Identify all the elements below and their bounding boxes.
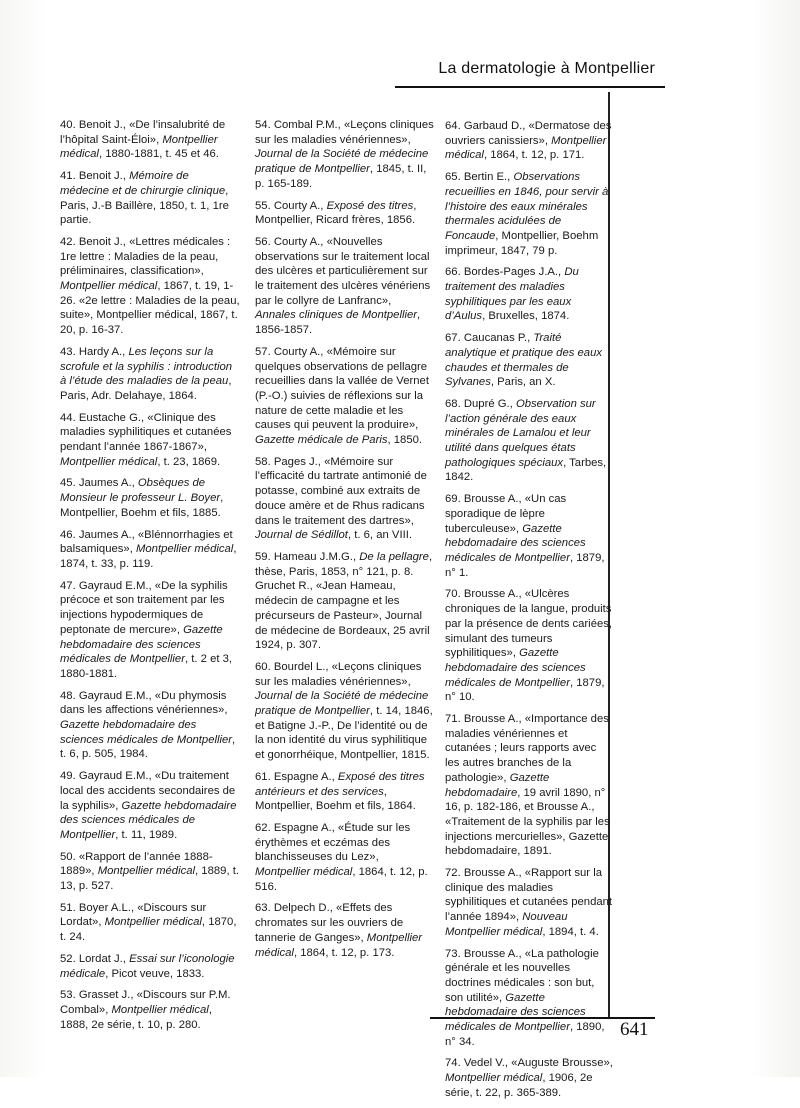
note-entry	[255, 345, 435, 448]
note-text: 69. Brousse A., «Un cas sporadique de lèpre tuberculeuse»,	[445, 493, 567, 535]
note-title-italic: Journal de Sédillot	[255, 529, 348, 542]
note-text: , 1845, t. II, p. 165-189.	[255, 163, 427, 190]
note-entry	[60, 952, 240, 981]
note-text: , 1864, t. 12, p. 516.	[255, 866, 428, 893]
note-title-italic: Mémoire de médecine et de chirurgie clinique	[60, 170, 226, 197]
note-text: 74. Vedel V., «Auguste Brousse»,	[445, 1057, 613, 1070]
note-text: 66. Bordes-Pages J.A.,	[445, 266, 565, 279]
note-entry	[60, 901, 240, 945]
note-text: , Montpellier, Boehm imprimeur, 1847, 79 p.	[445, 229, 599, 257]
note-text: 43. Hardy A.,	[60, 345, 129, 358]
note-text: 53. Grasset J., «Discours sur P.M. Combal»,	[60, 989, 231, 1016]
note-text: 71. Brousse A., «Importance des maladies vénériennes et cutanées ; leurs rapports avec les autres branches de la pathologie»,	[445, 713, 609, 784]
note-title-italic: Gazette hebdomadaire des sciences médicales de Montpellier	[445, 991, 586, 1034]
note-entry	[445, 265, 613, 324]
note-text: 50. «Rapport de l’année 1888-1889»,	[60, 850, 213, 878]
note-entry	[60, 411, 240, 470]
note-text: , 1874, t. 33, p. 119.	[60, 543, 237, 570]
note-text: 64. Garbaud D., «Dermatose des ouvriers canissiers»,	[445, 120, 612, 147]
note-text: 57. Courty A., «Mémoire sur quelques observations de pellagre recueillies dans la vallée de Vernet (P.-O.) suivies de réflexions sur la nature de cette maladie et les causes qui peuvent la produire»,	[255, 345, 429, 432]
note-text: , 1850.	[387, 434, 423, 447]
note-entry	[60, 345, 240, 404]
note-entry	[60, 769, 240, 843]
note-text: 73. Brousse A., «La pathologie générale et les nouvelles doctrines médicales : son but, son utilité»,	[445, 947, 599, 1004]
header-rule	[395, 86, 665, 88]
note-text: 54. Combal P.M., «Leçons cliniques sur les maladies vénériennes»,	[255, 119, 434, 146]
note-text: , thèse, Paris, 1853, n° 121, p. 8. Gruchet R., «Jean Hameau, médecin de campagne et les précurseurs de Pasteur», Journal de médecine de Bordeaux, 25 avril 1924, p. 307.	[255, 550, 433, 652]
note-title-italic: Gazette hebdomadaire des sciences médicales de Montpellier	[60, 623, 223, 666]
note-title-italic: Montpellier médical	[135, 543, 234, 556]
note-text: , t. 23, 1869.	[157, 455, 221, 468]
note-title-italic: Essai sur l’iconologie médicale	[60, 952, 235, 980]
note-title-italic: Gazette médicale de Paris	[255, 434, 388, 447]
note-text: , t. 2 et 3, 1880-1881.	[60, 653, 233, 680]
note-text: , Montpellier, Boehm et fils, 1864.	[255, 785, 416, 813]
note-title-italic: Montpellier médical	[104, 916, 202, 929]
note-entry	[445, 331, 613, 390]
note-title-italic: Montpellier médical	[97, 865, 196, 878]
note-title-italic: De la pellagre	[359, 550, 429, 563]
note-entry	[255, 235, 435, 338]
note-title-italic: Montpellier médical	[60, 280, 158, 293]
note-text: 62. Espagne A., «Étude sur les érythèmes et eczémas des blanchisseuses du Lez»,	[255, 821, 411, 864]
note-text: , Tarbes, 1842.	[445, 456, 607, 484]
note-title-italic: Obsèques de Monsieur le professeur L. Boyer	[60, 477, 221, 505]
note-text: , Picot veuve, 1833.	[105, 967, 205, 980]
note-text: , Paris, an X.	[490, 376, 556, 389]
note-entry	[60, 850, 240, 894]
note-text: , 1856-1857.	[255, 309, 421, 337]
note-entry	[445, 866, 613, 940]
note-title-italic: Du traitement des maladies syphilitiques par les eaux d’Aulus	[445, 266, 579, 323]
note-entry	[255, 660, 435, 763]
note-title-italic: Montpellier médical	[111, 1003, 209, 1016]
note-text: 72. Brousse A., «Rapport sur la clinique des maladies syphilitiques et cutanées pendant l’année 1894»,	[445, 867, 613, 924]
note-title-italic: Montpellier médical	[60, 455, 158, 468]
note-entry	[255, 550, 435, 653]
note-text: , t. 6, an VIII.	[347, 529, 413, 542]
note-title-italic: Les leçons sur la scrofule et la syphilis : introduction à l’étude des maladies de la peau	[60, 345, 233, 388]
note-text: , Paris, J.-B Baillère, 1850, t. 1, 1re partie.	[60, 184, 229, 227]
note-text: 70. Brousse A., «Ulcères chroniques de la langue, produits par la présence de dents cariées, simulant des tumeurs syphilitiques»,	[445, 588, 613, 660]
note-entry	[445, 170, 613, 258]
note-text: 44. Eustache G., «Clinique des maladies syphilitiques et cutanées pendant l’année 1867-1867»,	[60, 411, 232, 454]
note-text: , 1888, 2e série, t. 10, p. 280.	[60, 1003, 212, 1031]
note-text: 47. Gayraud E.M., «De la syphilis précoce et son traitement par les injections hypodermiques de peptonate de mercure»,	[60, 579, 228, 636]
note-text: 60. Bourdel L., «Leçons cliniques sur les maladies vénériennes»,	[255, 660, 422, 688]
note-title-italic: Traité analytique et pratique des eaux chaudes et thermales de Sylvanes	[445, 332, 603, 389]
note-text: 48. Gayraud E.M., «Du phymosis dans les affections vénériennes»,	[60, 689, 228, 717]
note-title-italic: Observations recueillies en 1846, pour servir à l’histoire des eaux minérales thermales acidulées de Foncaude	[445, 171, 609, 242]
note-entry	[445, 947, 613, 1050]
note-entry	[255, 821, 435, 895]
note-text: 61. Espagne A.,	[255, 770, 338, 783]
note-text: 41. Benoit J.,	[60, 170, 130, 183]
note-title-italic: Journal de la Société de médecine pratique de Montpellier	[255, 148, 429, 176]
note-entry	[255, 118, 435, 192]
note-entry	[60, 579, 240, 682]
note-title-italic: Gazette hebdomadaire des sciences médicales de Montpellier	[445, 647, 586, 689]
note-entry	[60, 689, 240, 763]
note-entry	[60, 988, 240, 1032]
note-entry	[445, 712, 613, 859]
note-title-italic: Gazette hebdomadaire des sciences médicales de Montpellier	[60, 719, 233, 746]
note-text: , 1880-1881, t. 45 et 46.	[98, 148, 219, 161]
note-text: , Paris, Adr. Delahaye, 1864.	[60, 375, 232, 402]
note-entry	[255, 455, 435, 543]
note-text: 68. Dupré G.,	[445, 397, 516, 410]
notes-column-1	[60, 118, 240, 1039]
note-text: , 1894, t. 4.	[542, 925, 599, 938]
note-title-italic: Exposé des titres antérieurs et des services	[255, 770, 425, 798]
note-title-italic: Annales cliniques de Montpellier	[255, 309, 418, 322]
note-text: 49. Gayraud E.M., «Du traitement local des accidents secondaires de la syphilis»,	[60, 770, 236, 812]
note-text: 46. Jaumes A., «Blénnorrhagies et balsamiques»,	[60, 528, 233, 556]
note-text: , 1867, t. 19, 1-26. «2e lettre : Maladies de la peau, suite», Montpellier médical, 1867, t. 20, p. 16-37.	[60, 280, 240, 337]
note-text: 42. Benoit J., «Lettres médicales : 1re lettre : Maladies de la peau, préliminaires, classification»,	[60, 235, 231, 278]
note-text: , 1889, t. 13, p. 527.	[60, 865, 239, 893]
note-title-italic: Nouveau Montpellier médical	[445, 911, 568, 938]
note-entry	[60, 528, 240, 572]
note-entry	[445, 587, 613, 705]
note-text: , Montpellier, Boehm et fils, 1885.	[60, 492, 224, 519]
note-text: , 19 avril 1890, n° 16, p. 182-186, et Brousse A., «Traitement de la syphilis par les injections mercurielles», Gazette hebdomadaire, 1891.	[445, 786, 610, 858]
note-text: 45. Jaumes A.,	[60, 477, 138, 490]
note-title-italic: Montpellier médical	[445, 1072, 543, 1085]
note-title-italic: Montpellier médical	[255, 866, 353, 879]
note-text: 67. Caucanas P.,	[445, 332, 534, 345]
note-text: 55. Courty A.,	[255, 199, 327, 212]
note-entry	[60, 476, 240, 520]
note-title-italic: Exposé des titres	[326, 199, 414, 212]
note-entry	[60, 235, 240, 338]
note-title-italic: Gazette hebdomadaire	[445, 771, 550, 799]
note-text: 51. Boyer A.L., «Discours sur Lordat»,	[60, 901, 207, 929]
page-number: 641	[620, 1019, 649, 1040]
note-title-italic: Montpellier médical	[255, 931, 423, 959]
note-text: , 1890, n° 34.	[445, 1021, 605, 1048]
note-text: 52. Lordat J.,	[60, 952, 130, 965]
note-entry	[255, 770, 435, 814]
note-text: , Bruxelles, 1874.	[482, 310, 570, 323]
note-text: , 1870, t. 24.	[60, 916, 237, 944]
note-text: , 1906, 2e série, t. 22, p. 365-389.	[445, 1072, 593, 1099]
note-entry	[255, 199, 435, 228]
note-text: , Montpellier, Ricard frères, 1856.	[255, 199, 417, 227]
notes-column-2	[255, 118, 435, 967]
note-text: 63. Delpech D., «Effets des chromates sur les ouvriers de tannerie de Ganges»,	[255, 902, 404, 944]
note-title-italic: Gazette hebdomadaire des sciences médicales de Montpellier	[60, 799, 237, 841]
note-title-italic: Journal de la Société de médecine pratique de Montpellier	[255, 690, 429, 718]
note-entry	[60, 118, 240, 162]
note-text: 40. Benoit J., «De l’insalubrité de l’hôpital Saint-Éloi»,	[60, 119, 226, 146]
note-entry	[445, 1056, 613, 1100]
note-text: 59. Hameau J.M.G.,	[255, 550, 360, 563]
note-text: , t. 14, 1846, et Batigne J.-P., De l’identité ou de la non identité du virus syphilitique et gonorrhéique, Montpellier, 1815.	[255, 705, 433, 762]
note-text: , 1879, n° 1.	[445, 551, 605, 579]
note-entry	[60, 169, 240, 228]
notes-column-3	[445, 119, 613, 1108]
note-title-italic: Montpellier médical	[445, 134, 607, 162]
note-text: 65. Bertin E.,	[445, 171, 514, 184]
note-title-italic: Gazette hebdomadaire des sciences médicales de Montpellier	[445, 522, 586, 564]
note-text: , t. 6, p. 505, 1984.	[60, 733, 236, 761]
note-entry	[445, 492, 613, 580]
note-title-italic: Observation sur l’action générale des eaux minérales de Lamalou et leur utilité dans quelques états pathologiques spéciaux	[445, 397, 596, 469]
note-entry	[445, 397, 613, 485]
note-title-italic: Montpellier médical	[60, 133, 218, 161]
note-entry	[445, 119, 613, 163]
note-entry	[255, 901, 435, 960]
note-text: , t. 11, 1989.	[115, 828, 178, 841]
note-text: , 1864, t. 12, p. 171.	[483, 149, 585, 162]
note-text: 58. Pages J., «Mémoire sur l’efficacité du tartrate antimonié de potasse, combiné aux extraits de douce amère et de Rhus radicans dans le traitement des dartres»,	[255, 455, 427, 527]
note-text: , 1864, t. 12, p. 173.	[293, 946, 395, 959]
note-text: 56. Courty A., «Nouvelles observations sur le traitement local des ulcères et particulièrement sur le traitement des ulcères vénériens par le collyre de Lanfranc»,	[255, 235, 431, 307]
note-text: , 1879, n° 10.	[445, 676, 605, 704]
running-head: La dermatologie à Montpellier	[438, 60, 655, 77]
